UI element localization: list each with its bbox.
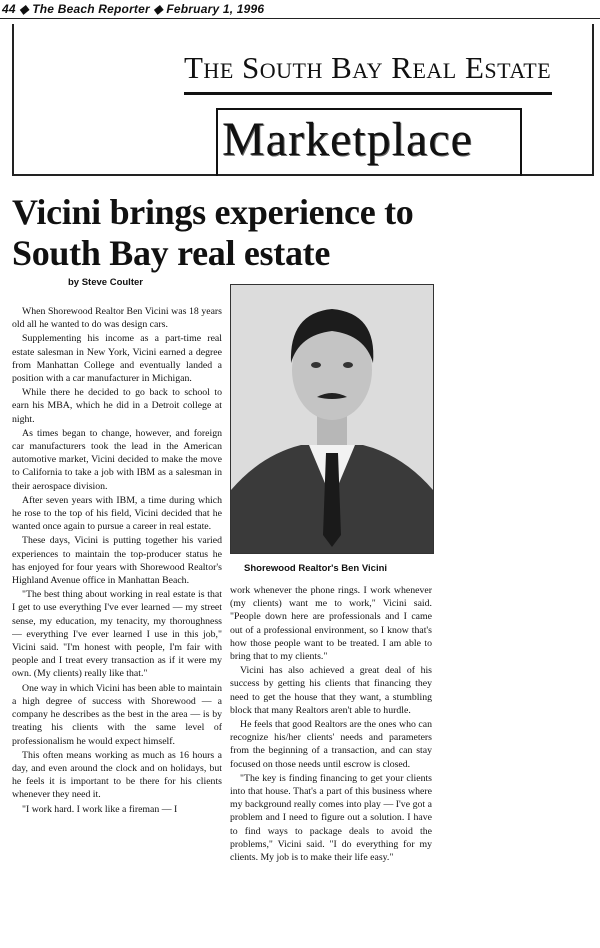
banner-rule [184,92,552,95]
paragraph: These days, Vicini is putting together his varied experiences to maintain the top-producer status he has enjoyed for four years with Shorewood Realtor's Highland Avenue office in Manhattan Beach. [12,535,222,587]
section-banner [12,24,594,176]
paragraph: While there he decided to go back to school to earn his MBA, which he did in a Detroit college at night. [12,387,222,425]
paragraph: This often means working as much as 16 hours a day, and even around the clock and on holidays, but he feels it is important to be there for his clients whenever they need it. [12,749,222,801]
paragraph: As times began to change, however, and foreign car manufacturers took the lead in the American automotive market, Vicini decided to make the move to California to take a job with IBM as a salesman in their aerospace division. [12,427,222,492]
paragraph: He feels that good Realtors are the ones who can recognize his/her clients' needs and parameters from the beginning of a transaction, and can stay focused on those needs until escrow is closed. [230,719,432,770]
banner-title-main: Marketplace [222,113,473,166]
paragraph: "I work hard. I work like a fireman — I [22,803,178,815]
article-headline: Vicini brings experience to South Bay real estate [12,192,414,273]
banner-title-top: The South Bay Real Estate [184,50,552,85]
paragraph: One way in which Vicini has been able to maintain a high degree of success with Shorewood — a company he describes as the best in the area — is by treating his clients with the same level of professionalism he would expect himself. [12,682,222,747]
paragraph: work whenever the phone rings. I work whenever (my clients) want me to work," Vicini said. "People down here are professionals and I came out of a professional environment, so I know that's how those people want to be treated. I am able to bring that to my clients." [230,585,432,663]
paragraph: Vicini has also achieved a great deal of his success by getting his clients that financing they need to get the house that they want, a stumbling block that many Realtors aren't able to hurdle. [230,665,432,716]
header-rule [0,18,600,19]
article-byline: by Steve Coulter [68,277,143,288]
paragraph: When Shorewood Realtor Ben Vicini was 18 years old all he wanted to do was design cars. [12,306,222,331]
paragraph: "The key is finding financing to get your clients into that house. That's a part of this business where my background really comes into play — I've got a problem and I need to figure out a solution. I have to find ways to package deals to avoid the problems," Vicini said. "I do everything for my clients. My job is to make their life easy." [230,772,432,864]
portrait-photo [230,284,434,554]
article-column-1 [12,305,222,945]
paragraph: "The best thing about working in real estate is that I get to use everything I've ever learned — my street sense, my education, my tenacity, my thoroughness — everything I've ever learned I use in this job," Vicini said. "I'm honest with people, I'm fair with people and I treat every transaction as if it were my own. (My clients) really like that." [12,589,222,680]
paragraph: After seven years with IBM, a time during which he rose to the top of his field, Vicini decided that he wanted once again to pursue a career in real estate. [12,494,222,533]
page-header: 44 ◆ The Beach Reporter ◆ February 1, 1996 [2,2,265,16]
article-column-2 [230,584,432,944]
photo-caption: Shorewood Realtor's Ben Vicini [244,563,388,574]
portrait-image [231,285,433,553]
paragraph: Supplementing his income as a part-time real estate salesman in New York, Vicini earned a degree from Manhattan College and eventually landed a position with a car manufacturer in Michigan. [12,333,222,385]
